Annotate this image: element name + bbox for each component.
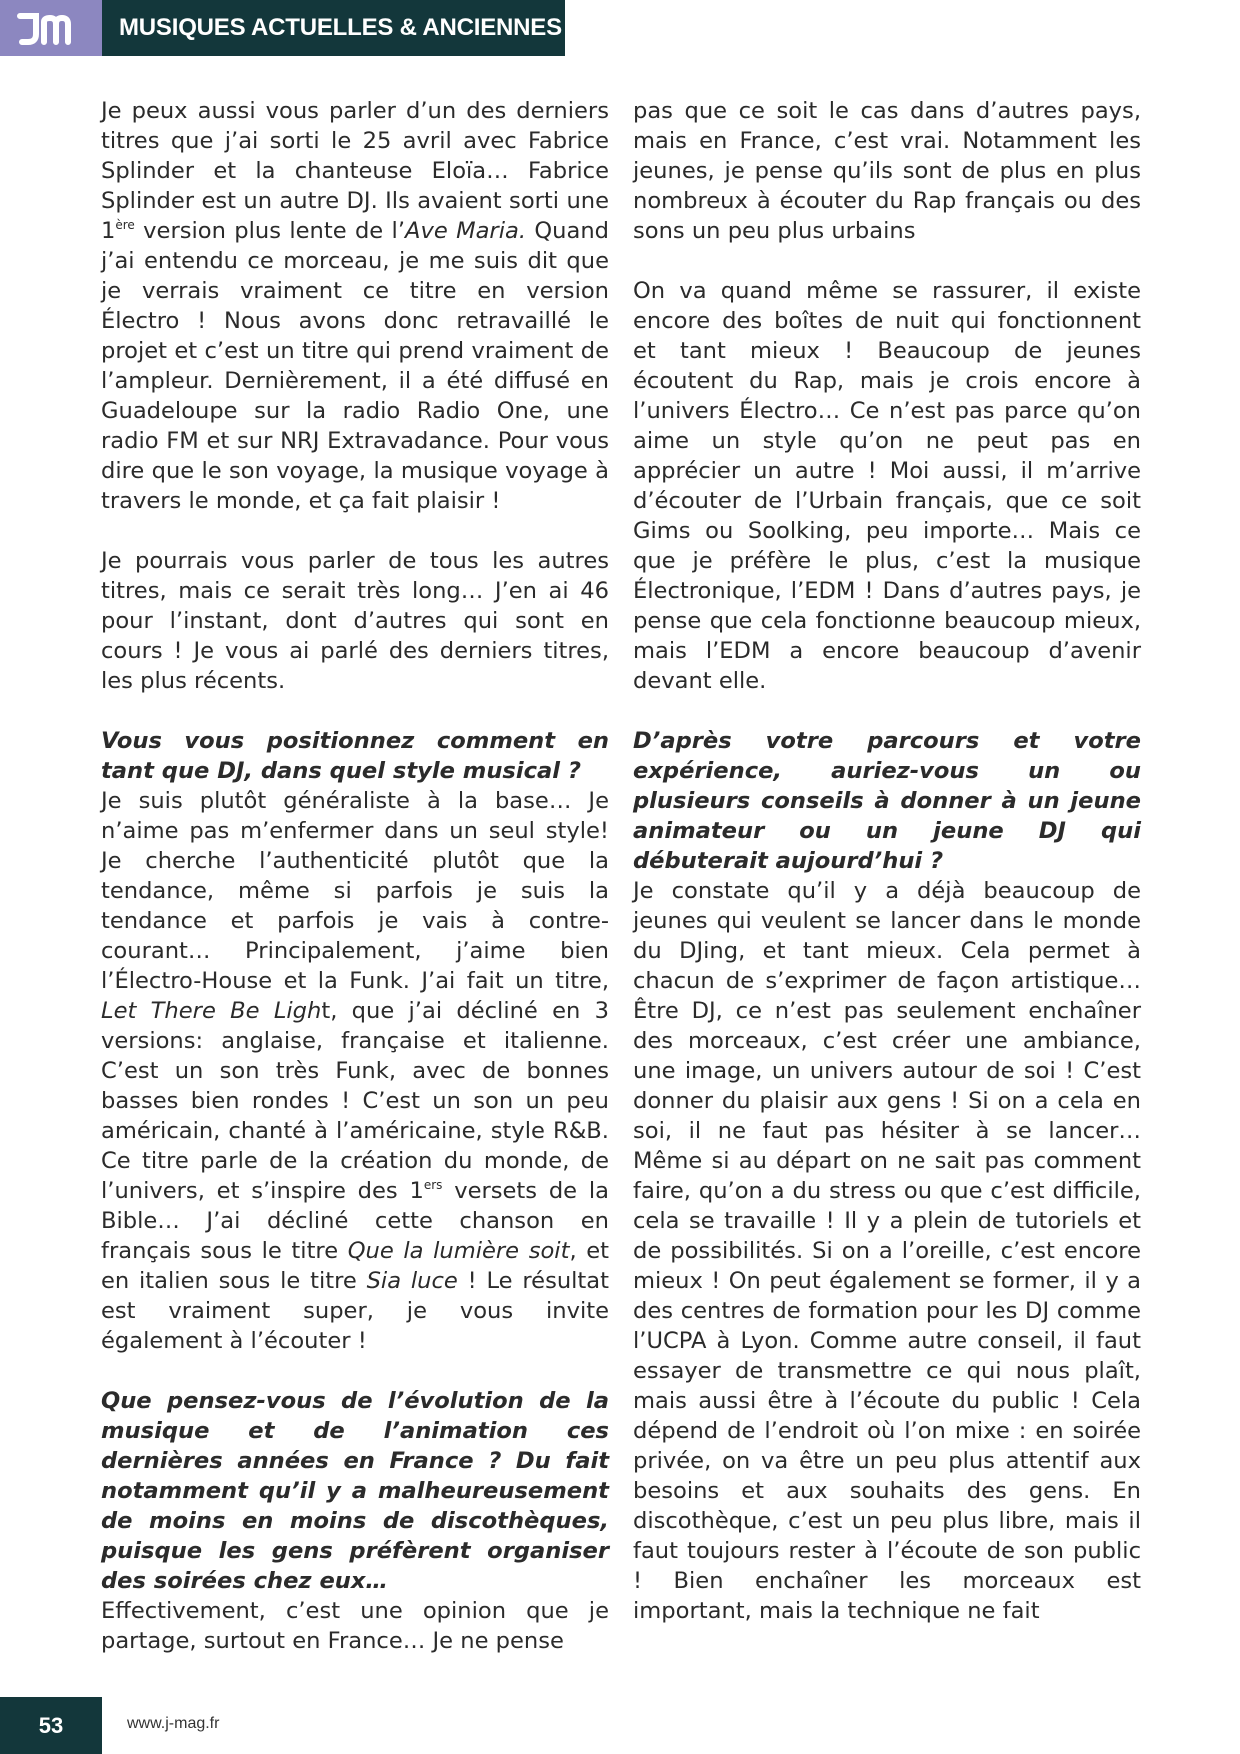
section-title: MUSIQUES ACTUELLES & ANCIENNES <box>102 0 565 56</box>
answer-style: Je suis plutôt généraliste à la base… Je n’aime pas m’enfermer dans un seul style! Je cherche l’authenticité plutôt que la tendance, même si parfois je suis la tendance et parfois je vais à contre-courant… Principalement, j’aime bien l’Électro-House et la Funk. J’ai fait un titre, Let There Be Light, que j’ai décliné en 3 versions: anglaise, française et italienne. C’est un son très Funk, avec de bonnes basses bien rondes ! C’est un son un peu américain, chanté à l’américaine, style R&B. Ce titre parle de la création du monde, de l’univers, et s’inspire des 1ers versets de la Bible… J’ai décliné cette chanson en français sous le titre Que la lumière soit, et en italien sous le titre Sia luce ! Le résultat est vraiment super, je vous invite également à l’écouter ! <box>101 788 610 1354</box>
paragraph-intro: Je peux aussi vous parler d’un des derniers titres que j’ai sorti le 25 avril avec Fabrice Splinder et la chanteuse Eloïa… Fabrice Splinder est un autre DJ. Ils avaient sorti une 1ère version plus lente de l’Ave Maria. Quand j’ai entendu ce morceau, je me suis dit que je verrais vraiment ce titre en version Électro ! Nous avons donc retravaillé le projet et c’est un titre qui prend vraiment de l’ampleur. Dernièrement, il a été diffusé en Guadeloupe sur la radio Radio One, une radio FM et sur NRJ Extravadance. Pour vous dire que le son voyage, la musique voyage à travers le monde, et ça fait plaisir ! <box>101 98 609 514</box>
magazine-logo <box>0 0 102 56</box>
jm-logo-icon <box>16 8 86 48</box>
answer-evolution-start: Effectivement, c’est une opinion que je partage, surtout en France… Je ne pense <box>101 1598 609 1654</box>
question-evolution: Que pensez-vous de l’évolution de la musique et de l’animation ces dernières années en France ? Du fait notamment qu’il y a malheureusement de moins en moins de discothèques, puisque les gens préfèrent organiser des soirées chez eux… <box>101 1388 609 1594</box>
question-advice: D’après votre parcours et votre expérience, auriez-vous un ou plusieurs conseils à donner à un jeune animateur ou un jeune DJ qui débuterait aujourd’hui ? <box>633 728 1141 874</box>
left-column <box>101 96 609 1656</box>
paragraph-reassure: On va quand même se rassurer, il existe encore des boîtes de nuit qui fonctionnent et tant mieux ! Beaucoup de jeunes écoutent du Rap, mais je crois encore à l’univers Électro… Ce n’est pas parce qu’on aime un style qu’on ne peut pas en apprécier un autre ! Moi aussi, il m’arrive d’écouter de l’Urbain français, que ce soit Gims ou Soolking, peu importe… Mais ce que je préfère le plus, c’est la musique Électronique, l’EDM ! Dans d’autres pays, je pense que cela fonctionne beaucoup mieux, mais l’EDM a encore beaucoup d’avenir devant elle. <box>633 278 1141 694</box>
right-column <box>633 96 1141 1626</box>
answer-advice: Je constate qu’il y a déjà beaucoup de jeunes qui veulent se lancer dans le monde du DJing, et tant mieux. Cela permet à chacun de s’exprimer de façon artistique… Être DJ, ce n’est pas seulement enchaîner des morceaux, c’est créer une ambiance, une image, un univers autour de soi ! C’est donner du plaisir aux gens ! Si on a cela en soi, il ne faut pas hésiter à se lancer… Même si au départ on ne sait pas comment faire, qu’on a du stress ou que c’est difficile, cela se travaille ! Il y a plein de tutoriels et de possibilités. Si on a l’oreille, c’est encore mieux ! On peut également se former, il y a des centres de formation pour les DJ comme l’UCPA à Lyon. Comme autre conseil, il faut essayer de transmettre ce qui nous plaît, mais aussi être à l’écoute du public ! Cela dépend de l’endroit où l’on mixe : en soirée privée, on va être un peu plus attentif aux besoins et aux souhaits des gens. En discothèque, c’est un peu plus libre, mais il faut toujours rester à l’écoute de son public ! Bien enchaîner les morceaux est important, mais la technique ne fait <box>633 878 1141 1624</box>
answer-evolution-cont: pas que ce soit le cas dans d’autres pays, mais en France, c’est vrai. Notamment les jeunes, je pense qu’ils sont de plus en plus nombreux à écouter du Rap français ou des sons un peu plus urbains <box>633 98 1141 244</box>
website-link[interactable]: www.j-mag.fr <box>127 1715 220 1732</box>
page-number: 53 <box>0 1697 102 1754</box>
paragraph-titles: Je pourrais vous parler de tous les autres titres, mais ce serait très long… J’en ai 46 pour l’instant, dont d’autres qui sont en cours ! Je vous ai parlé des derniers titres, les plus récents. <box>101 548 609 694</box>
question-style: Vous vous positionnez comment en tant que DJ, dans quel style musical ? <box>101 728 609 784</box>
